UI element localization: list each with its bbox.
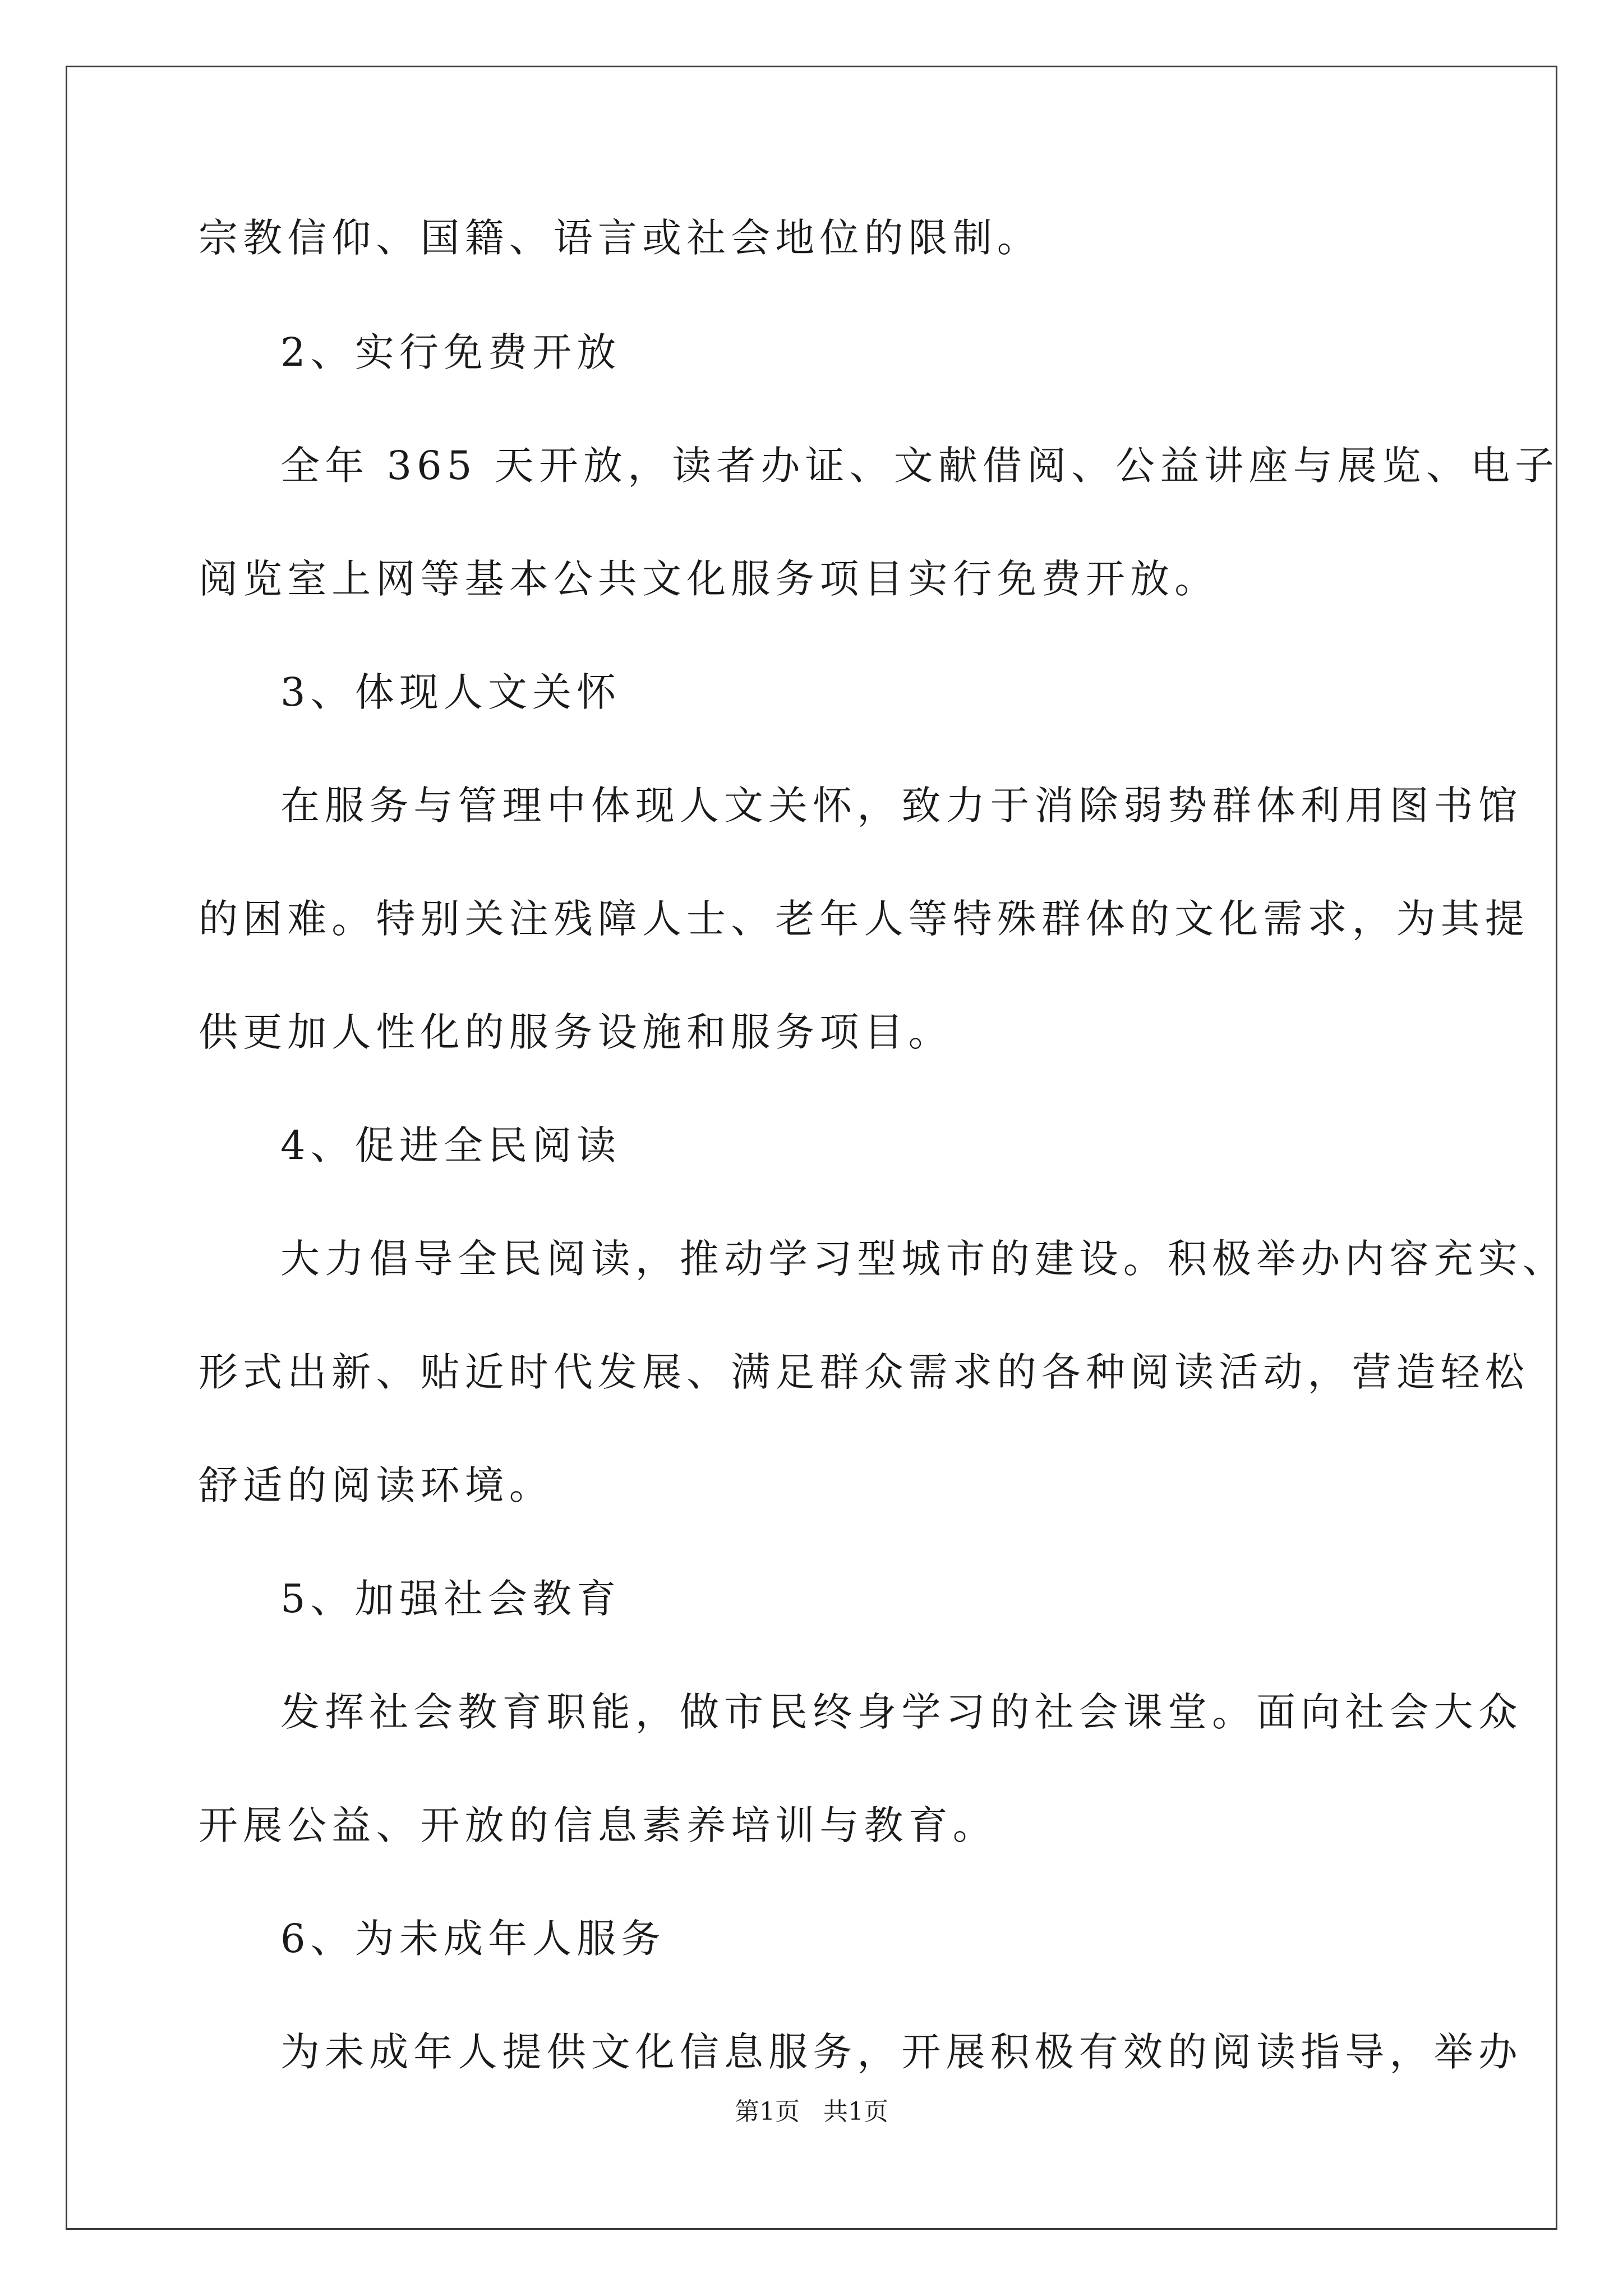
section-heading-2: 2、实行免费开放 bbox=[280, 329, 621, 375]
paragraph-line-10: 大力倡导全民阅读，推动学习型城市的建设。积极举办内容充实、 bbox=[280, 1236, 1567, 1282]
paragraph-line-15: 开展公益、开放的信息素养培训与教育。 bbox=[199, 1802, 997, 1848]
page-footer: 第1页 共1页 bbox=[735, 2097, 888, 2126]
section-heading-5: 5、加强社会教育 bbox=[280, 1576, 621, 1622]
paragraph-line-11: 形式出新、贴近时代发展、满足群众需求的各种阅读活动，营造轻松 bbox=[199, 1349, 1529, 1395]
paragraph-line-3: 全年 365 天开放，读者办证、文献借阅、公益讲座与展览、电子 bbox=[280, 443, 1560, 489]
paragraph-line-14: 发挥社会教育职能，做市民终身学习的社会课堂。面向社会大众 bbox=[280, 1689, 1523, 1735]
paragraph-line-7: 的困难。特别关注残障人士、老年人等特殊群体的文化需求，为其提 bbox=[199, 896, 1529, 942]
section-heading-4: 4、促进全民阅读 bbox=[280, 1122, 621, 1168]
paragraph-line-1: 宗教信仰、国籍、语言或社会地位的限制。 bbox=[199, 215, 1041, 261]
paragraph-line-17: 为未成年人提供文化信息服务，开展积极有效的阅读指导，举办 bbox=[280, 2029, 1523, 2075]
paragraph-line-6: 在服务与管理中体现人文关怀，致力于消除弱势群体利用图书馆 bbox=[280, 783, 1523, 829]
section-heading-6: 6、为未成年人服务 bbox=[280, 1916, 666, 1962]
section-heading-3: 3、体现人文关怀 bbox=[280, 669, 621, 715]
paragraph-line-12: 舒适的阅读环境。 bbox=[199, 1462, 554, 1508]
paragraph-line-4: 阅览室上网等基本公共文化服务项目实行免费开放。 bbox=[199, 556, 1219, 602]
paragraph-line-8: 供更加人性化的服务设施和服务项目。 bbox=[199, 1009, 953, 1055]
